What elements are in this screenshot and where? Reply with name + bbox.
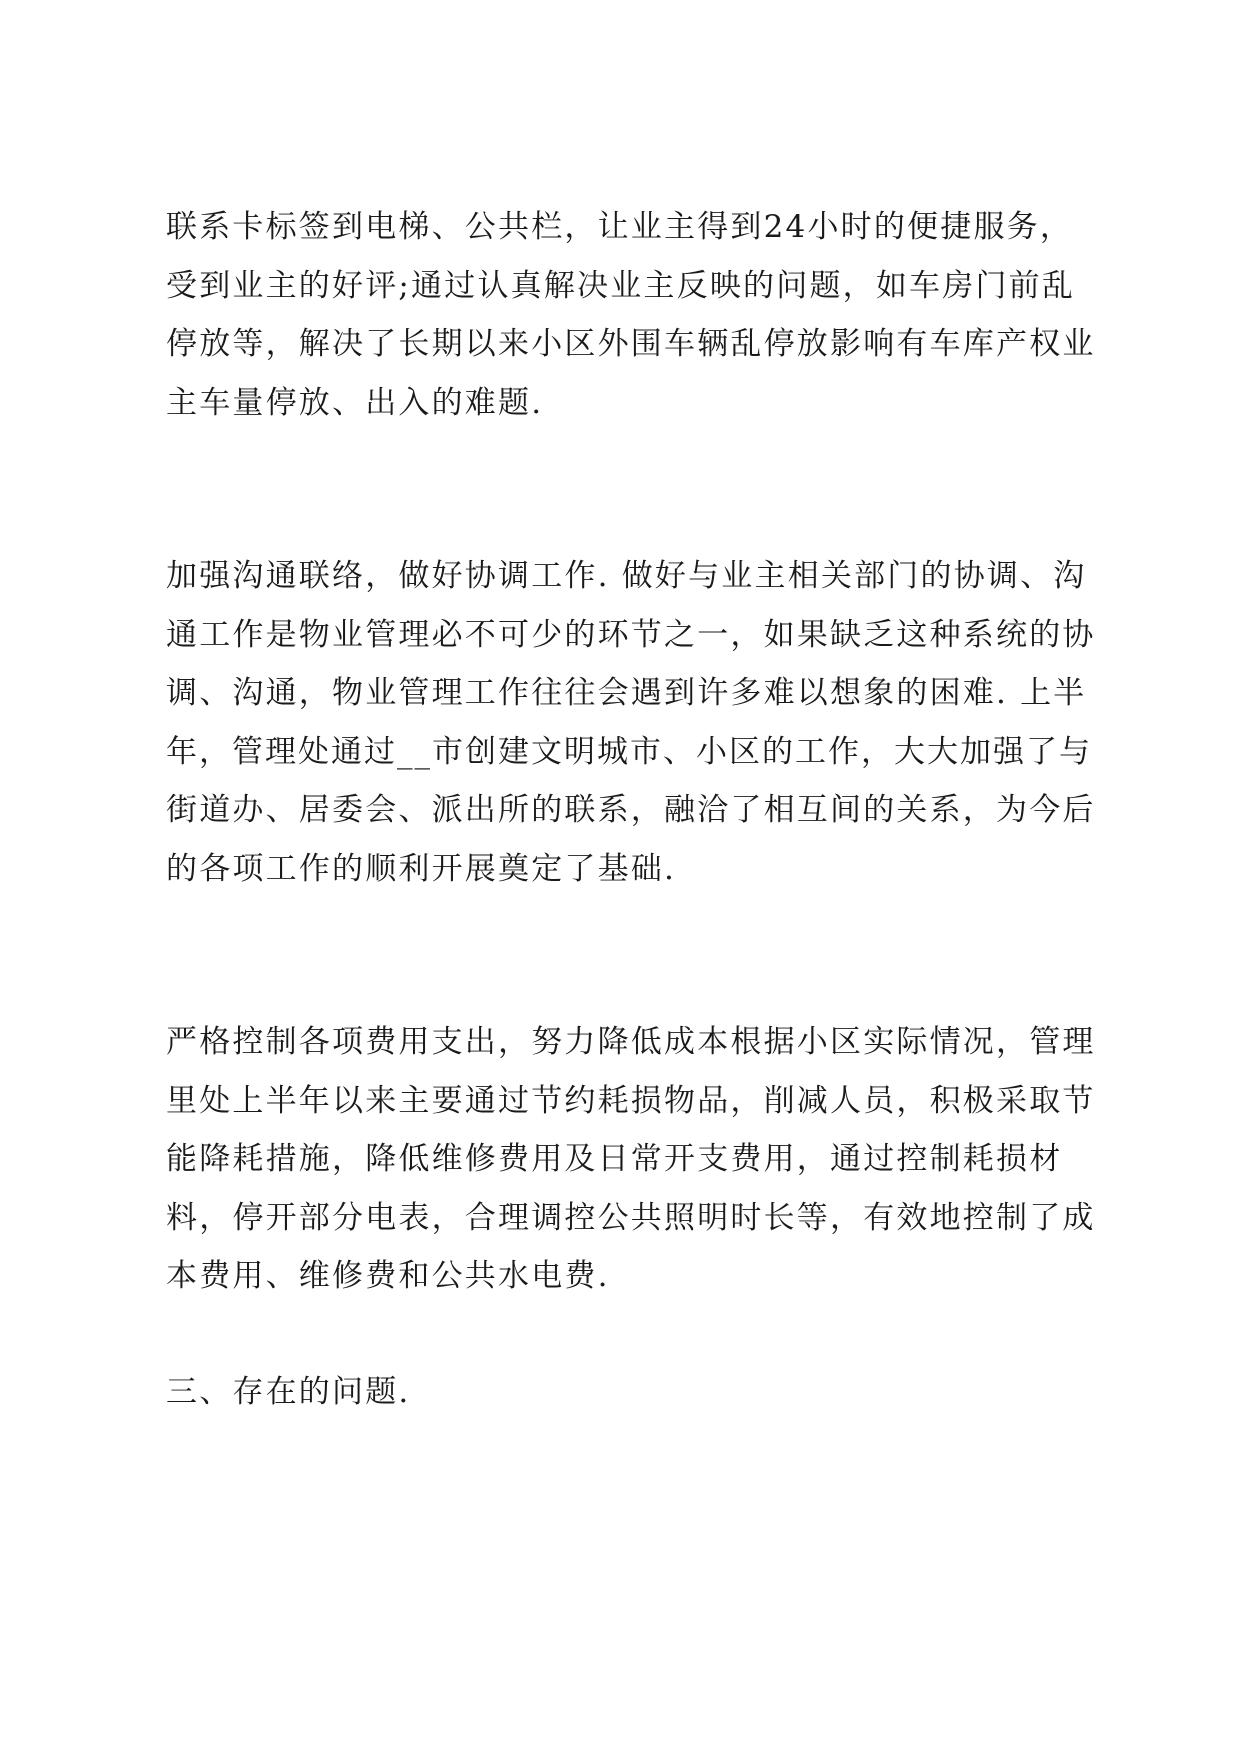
paragraph-2-line-3: 调、沟通，物业管理工作往往会遇到许多难以想象的困难. 上半 [166,675,1087,711]
paragraph-3-line-1: 严格控制各项费用支出，努力降低成本根据小区实际情况，管理 [166,1024,1096,1060]
paragraph-2-line-5: 街道办、居委会、派出所的联系，融洽了相互间的关系，为今后 [166,792,1096,828]
paragraph-3-line-2: 里处上半年以来主要通过节约耗损物品，削减人员，积极采取节 [166,1083,1096,1119]
section-heading: 三、存在的问题. [166,1374,411,1410]
paragraph-3-line-4: 料，停开部分电表，合理调控公共照明时长等，有效地控制了成 [166,1200,1096,1236]
paragraph-2-line-4: 年，管理处通过__市创建文明城市、小区的工作，大大加强了与 [166,734,1092,770]
paragraph-3-line-5: 本费用、维修费和公共水电费. [166,1258,610,1294]
paragraph-2-line-2: 通工作是物业管理必不可少的环节之一，如果缺乏这种系统的协 [166,617,1096,653]
paragraph-1-line-4: 主车量停放、出入的难题. [166,385,544,421]
paragraph-3-line-3: 能降耗措施，降低维修费用及日常开支费用，通过控制耗损材 [166,1141,1063,1177]
paragraph-2-line-1: 加强沟通联络，做好协调工作. 做好与业主相关部门的协调、沟 [166,558,1087,594]
paragraph-2-line-6: 的各项工作的顺利开展奠定了基础. [166,851,677,887]
paragraph-1-line-3: 停放等，解决了长期以来小区外围车辆乱停放影响有车库产权业 [166,326,1096,362]
paragraph-1-line-1: 联系卡标签到电梯、公共栏，让业主得到24小时的便捷服务， [166,209,1074,245]
paragraph-1-line-2: 受到业主的好评;通过认真解决业主反映的问题，如车房门前乱 [166,268,1076,304]
